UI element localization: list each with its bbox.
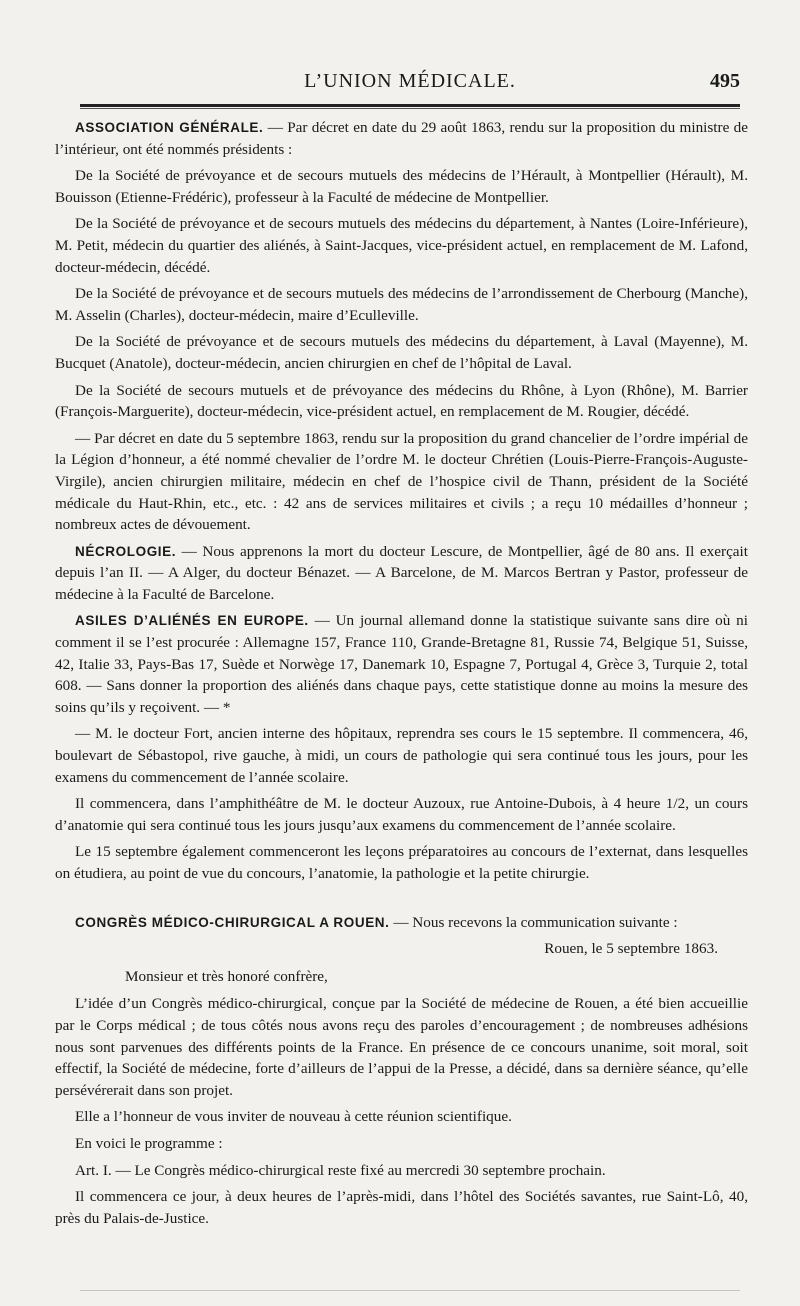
dateline: Rouen, le 5 septembre 1863. bbox=[544, 940, 718, 958]
congres-paragraph: CONGRÈS MÉDICO-CHIRURGICAL A ROUEN. — Nous recevons la communication suivante : bbox=[75, 913, 678, 931]
paragraph: De la Société de prévoyance et de secours mutuels des médecins du département, à Laval (Mayenne), M. Bucquet (Anatole), docteur-médecin, ancien chirurgien en chef de l’hôpital de Laval. bbox=[55, 333, 748, 372]
section-heading: ASILES D’ALIÉNÉS EN EUROPE. bbox=[75, 613, 309, 629]
paragraph: Il commencera, dans l’amphithéâtre de M. le docteur Auzoux, rue Antoine-Dubois, à 4 heure 1/2, un cours d’anatomie qui sera continué tous les jours jusqu’aux examens du commencement de l’année scolaire. bbox=[55, 795, 748, 834]
footer-rule bbox=[80, 1290, 740, 1291]
paragraph: De la Société de prévoyance et de secours mutuels des médecins de l’Hérault, à Montpellier (Hérault), M. Bouisson (Etienne-Frédéric), professeur à la Faculté de médecine de Montpellier. bbox=[55, 167, 748, 206]
salutation: Monsieur et très honoré confrère, bbox=[125, 967, 328, 985]
paragraph: Le 15 septembre également commenceront les leçons préparatoires au concours de l’externat, dans lesquelles on étudiera, au point de vue du concours, l’anatomie, la pathologie et la petite chirurgie. bbox=[55, 843, 748, 882]
header-rule bbox=[80, 108, 740, 109]
page-number: 495 bbox=[710, 70, 740, 92]
paragraph: En voici le programme : bbox=[75, 1134, 223, 1152]
section-gap bbox=[55, 890, 748, 912]
section-heading: CONGRÈS MÉDICO-CHIRURGICAL A ROUEN. bbox=[75, 914, 390, 930]
section-heading: ASSOCIATION GÉNÉRALE. bbox=[75, 120, 264, 135]
paragraph: — M. le docteur Fort, ancien interne des hôpitaux, reprendra ses cours le 15 septembre. Il commencera, 46, boulevart de Sébastopol, rive gauche, à midi, un cours de pathologie qui sera continué tous les jours, pour les examens du commencement de l’année scolaire. bbox=[55, 725, 748, 786]
page-header bbox=[80, 64, 740, 107]
section-heading: NÉCROLOGIE. bbox=[75, 543, 177, 559]
paragraph: De la Société de prévoyance et de secours mutuels des médecins de l’arrondissement de Cherbourg (Manche), M. Asselin (Charles), docteur-médecin, maire d’Eculleville. bbox=[55, 285, 748, 324]
paragraph: Elle a l’honneur de vous inviter de nouveau à cette réunion scientifique. bbox=[75, 1108, 512, 1126]
paragraph: Il commencera ce jour, à deux heures de l’après-midi, dans l’hôtel des Sociétés savantes, rue Saint-Lô, 40, près du Palais-de-Justice. bbox=[55, 1188, 748, 1227]
paragraph: De la Société de prévoyance et de secours mutuels des médecins du département, à Nantes (Loire-Inférieure), M. Petit, médecin du quartier des aliénés, à Saint-Jacques, vice-président actuel, en remplacement de M. Lafond, docteur-médecin, décédé. bbox=[55, 215, 748, 276]
paragraph: — Par décret en date du 5 septembre 1863, rendu sur la proposition du grand chancelier de l’ordre impérial de la Légion d’honneur, a été nommé chevalier de l’ordre M. le docteur Chrétien (Louis-Pierre-François-Auguste-Virgile), ancien chirurgien militaire, médecin en chef de l’hospice civil de Thann, président de la Société médicale du Haut-Rhin, etc., etc. : 42 ans de services militaires et civils ; a reçu 10 médailles d’honneur ; nombreux actes de dévouement. bbox=[55, 429, 748, 534]
article-body bbox=[55, 117, 748, 1234]
asiles-paragraph: ASILES D’ALIÉNÉS EN EUROPE. — Un journal allemand donne la statistique suivante sans dire où ni comment il se l’est procurée : Allemagne 157, France 110, Grande-Bretagne 81, Russie 74, Belgique 51, Suisse, 42, Italie 33, Pays-Bas 17, Suède et Norwège 17, Danemark 10, Espagne 7, Portugal 4, Grèce 3, Turquie 2, total 608. — Sans donner la proportion des aliénés dans chaque pays, cette statistique donne au moins la mesure des soins qu’ils y reçoivent. — * bbox=[55, 612, 748, 716]
paragraph: L’idée d’un Congrès médico-chirurgical, conçue par la Société de médecine de Rouen, a été bien accueillie par le Corps médical ; de tous côtés nous avons reçu des paroles d’encouragement ; de nombreuses adhésions nous sont parvenues des différents points de la France. En présence de ce concours unanime, soit moral, soit effectif, la Société de médecine, forte d’ailleurs de l’appui de la Presse, a décidé, dans sa dernière séance, qu’elle persévérerait dans son projet. bbox=[55, 995, 748, 1099]
running-title: L’UNION MÉDICALE. bbox=[304, 70, 516, 92]
paragraph: De la Société de secours mutuels et de prévoyance des médecins du Rhône, à Lyon (Rhône), M. Barrier (François-Marguerite), docteur-médecin, vice-président actuel, en remplacement de M. Rougier, décédé. bbox=[55, 381, 748, 421]
association-generale-paragraph: ASSOCIATION GÉNÉRALE. — Par décret en date du 29 août 1863, rendu sur la proposition du ministre de l’intérieur, ont été nommés présidents : bbox=[55, 119, 748, 158]
paragraph: Art. I. — Le Congrès médico-chirurgical reste fixé au mercredi 30 septembre prochain. bbox=[75, 1161, 606, 1179]
necrologie-paragraph: NÉCROLOGIE. — Nous apprenons la mort du docteur Lescure, de Montpellier, âgé de 80 ans. Il exerçait depuis l’an II. — A Alger, du docteur Bénazet. — A Barcelone, de M. Marcos Bertran y Pastor, professeur de médecine à la Faculté de Barcelone. bbox=[55, 542, 748, 603]
